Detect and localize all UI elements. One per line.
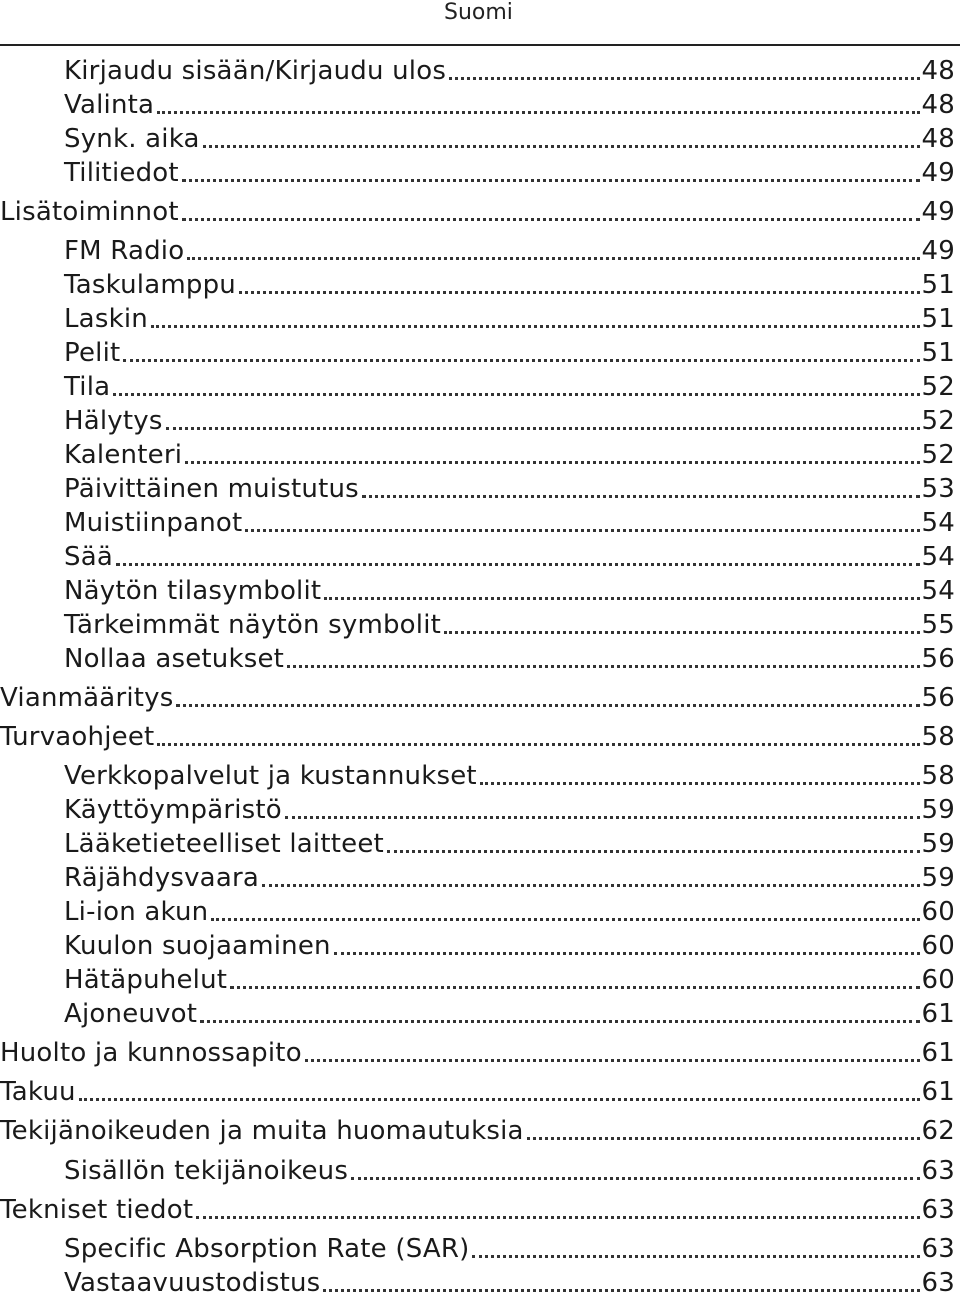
toc-dot-leader <box>187 257 919 260</box>
toc-dot-leader <box>262 884 920 887</box>
toc-entry-title: Tärkeimmät näytön symbolit <box>64 610 442 640</box>
toc-entry[interactable] <box>64 638 955 674</box>
toc-dot-leader <box>387 850 920 853</box>
toc-entry[interactable] <box>64 400 955 436</box>
toc-dot-leader <box>230 986 919 989</box>
toc-entry-page-number: 59 <box>921 829 955 859</box>
toc-entry-page-number: 54 <box>921 576 955 606</box>
toc-entry-title: FM Radio <box>64 236 185 266</box>
toc-entry-page-number: 61 <box>921 999 955 1029</box>
toc-dot-leader <box>182 179 920 182</box>
toc-entry-page-number: 58 <box>921 761 955 791</box>
toc-entry-page-number: 55 <box>921 610 955 640</box>
toc-entry[interactable] <box>0 1110 955 1146</box>
toc-entry[interactable] <box>64 298 955 334</box>
toc-dot-leader <box>287 665 919 668</box>
toc-entry[interactable] <box>64 604 955 640</box>
toc-dot-leader <box>362 495 920 498</box>
toc-entry[interactable] <box>64 925 955 961</box>
toc-entry-page-number: 51 <box>921 270 955 300</box>
toc-entry[interactable] <box>0 1071 955 1107</box>
toc-dot-leader <box>151 325 920 328</box>
toc-entry-title: Li-ion akun <box>64 897 209 927</box>
toc-dot-leader <box>166 427 920 430</box>
toc-entry-title: Hälytys <box>64 406 163 436</box>
toc-dot-leader <box>182 218 920 221</box>
toc-entry-page-number: 51 <box>921 338 955 368</box>
toc-entry-title: Vastaavuustodistus <box>64 1268 321 1298</box>
toc-entry[interactable] <box>64 434 955 470</box>
toc-dot-leader <box>472 1255 919 1258</box>
toc-entry-title: Pelit <box>64 338 121 368</box>
toc-entry-page-number: 52 <box>921 372 955 402</box>
toc-entry[interactable] <box>64 993 955 1029</box>
toc-entry-title: Specific Absorption Rate (SAR) <box>64 1234 470 1264</box>
toc-entry-page-number: 59 <box>921 795 955 825</box>
toc-entry-title: Synk. aika <box>64 124 200 154</box>
toc-dot-leader <box>245 529 919 532</box>
toc-entry[interactable] <box>64 468 955 504</box>
toc-entry[interactable] <box>64 84 955 120</box>
toc-entry-title: Tekniset tiedot <box>0 1195 194 1225</box>
toc-dot-leader <box>200 1020 919 1023</box>
toc-entry-title: Sää <box>64 542 113 572</box>
toc-entry-page-number: 52 <box>921 440 955 470</box>
toc-dot-leader <box>285 816 920 819</box>
toc-entry[interactable] <box>0 1189 955 1225</box>
toc-dot-leader <box>123 359 919 362</box>
toc-dot-leader <box>176 704 919 707</box>
toc-entry[interactable] <box>64 1150 955 1186</box>
toc-entry-title: Kuulon suojaaminen <box>64 931 331 961</box>
toc-entry-page-number: 63 <box>921 1268 955 1298</box>
toc-entry-title: Muistiinpanot <box>64 508 243 538</box>
toc-dot-leader <box>527 1137 920 1140</box>
toc-dot-leader <box>203 145 920 148</box>
toc-entry-title: Tilitiedot <box>64 158 179 188</box>
toc-entry-title: Tila <box>64 372 111 402</box>
toc-entry[interactable] <box>64 959 955 995</box>
toc-entry[interactable] <box>64 152 955 188</box>
toc-entry[interactable] <box>64 366 955 402</box>
toc-entry[interactable] <box>0 191 955 227</box>
toc-dot-leader <box>324 597 919 600</box>
toc-entry[interactable] <box>64 755 955 791</box>
toc-entry-title: Hätäpuhelut <box>64 965 228 995</box>
toc-entry-page-number: 52 <box>921 406 955 436</box>
toc-entry-title: Nollaa asetukset <box>64 644 285 674</box>
toc-entry-page-number: 61 <box>921 1038 955 1068</box>
toc-entry[interactable] <box>64 823 955 859</box>
toc-dot-leader <box>157 743 919 746</box>
toc-entry-title: Laskin <box>64 304 148 334</box>
toc-dot-leader <box>351 1177 919 1180</box>
toc-entry[interactable] <box>64 1262 955 1298</box>
toc-entry-page-number: 54 <box>921 508 955 538</box>
toc-entry-page-number: 49 <box>921 158 955 188</box>
toc-entry-title: Kalenteri <box>64 440 183 470</box>
toc-entry[interactable] <box>64 891 955 927</box>
toc-entry-page-number: 56 <box>921 683 955 713</box>
toc-entry-page-number: 51 <box>921 304 955 334</box>
toc-entry[interactable] <box>64 332 955 368</box>
toc-entry-title: Valinta <box>64 90 155 120</box>
toc-dot-leader <box>305 1059 920 1062</box>
toc-entry-title: Takuu <box>0 1077 76 1107</box>
toc-entry-page-number: 56 <box>921 644 955 674</box>
toc-dot-leader <box>449 77 919 80</box>
toc-entry-title: Turvaohjeet <box>0 722 155 752</box>
page-language-label: Suomi <box>444 0 513 25</box>
toc-dot-leader <box>185 461 919 464</box>
toc-dot-leader <box>157 111 919 114</box>
toc-dot-leader <box>196 1216 919 1219</box>
toc-entry-page-number: 48 <box>921 56 955 86</box>
toc-entry[interactable] <box>0 1032 955 1068</box>
toc-entry-page-number: 63 <box>921 1234 955 1264</box>
toc-entry-title: Käyttöympäristö <box>64 795 282 825</box>
toc-dot-leader <box>79 1098 920 1101</box>
toc-dot-leader <box>444 631 919 634</box>
toc-entry-page-number: 60 <box>921 931 955 961</box>
toc-entry[interactable] <box>64 264 955 300</box>
toc-entry-page-number: 48 <box>921 90 955 120</box>
toc-entry-page-number: 62 <box>921 1116 955 1146</box>
toc-entry-page-number: 49 <box>921 236 955 266</box>
toc-entry[interactable] <box>64 118 955 154</box>
toc-dot-leader <box>323 1289 919 1292</box>
toc-entry-title: Ajoneuvot <box>64 999 198 1029</box>
toc-entry[interactable] <box>64 789 955 825</box>
toc-entry[interactable] <box>64 50 955 86</box>
toc-dot-leader <box>113 393 919 396</box>
toc-entry[interactable] <box>64 857 955 893</box>
toc-dot-leader <box>480 782 920 785</box>
toc-entry[interactable] <box>64 1228 955 1264</box>
toc-dot-leader <box>239 291 920 294</box>
toc-entry[interactable] <box>64 230 955 266</box>
toc-dot-leader <box>211 918 919 921</box>
header-divider <box>0 44 960 46</box>
toc-entry[interactable] <box>0 716 955 752</box>
toc-dot-leader <box>334 952 920 955</box>
toc-entry-page-number: 54 <box>921 542 955 572</box>
toc-entry-title: Lääketieteelliset laitteet <box>64 829 384 859</box>
toc-entry-page-number: 53 <box>921 474 955 504</box>
toc-entry-title: Näytön tilasymbolit <box>64 576 322 606</box>
toc-entry-page-number: 49 <box>921 197 955 227</box>
toc-entry[interactable] <box>0 677 955 713</box>
toc-entry-page-number: 61 <box>921 1077 955 1107</box>
toc-entry-page-number: 60 <box>921 965 955 995</box>
toc-entry-title: Tekijänoikeuden ja muita huomautuksia <box>0 1116 524 1146</box>
toc-entry-title: Räjähdysvaara <box>64 863 259 893</box>
toc-entry-title: Verkkopalvelut ja kustannukset <box>64 761 477 791</box>
toc-entry[interactable] <box>64 536 955 572</box>
toc-entry[interactable] <box>64 502 955 538</box>
toc-entry-title: Sisällön tekijänoikeus <box>64 1156 349 1186</box>
toc-entry-page-number: 60 <box>921 897 955 927</box>
toc-entry-page-number: 63 <box>921 1156 955 1186</box>
toc-entry-title: Lisätoiminnot <box>0 197 179 227</box>
toc-entry-title: Vianmääritys <box>0 683 174 713</box>
toc-entry-title: Huolto ja kunnossapito <box>0 1038 302 1068</box>
toc-entry-page-number: 59 <box>921 863 955 893</box>
toc-entry-title: Päivittäinen muistutus <box>64 474 359 504</box>
toc-entry-page-number: 58 <box>921 722 955 752</box>
toc-entry[interactable] <box>64 570 955 606</box>
toc-dot-leader <box>116 563 920 566</box>
toc-entry-page-number: 48 <box>921 124 955 154</box>
toc-entry-page-number: 63 <box>921 1195 955 1225</box>
toc-entry-title: Taskulamppu <box>64 270 236 300</box>
toc-entry-title: Kirjaudu sisään/Kirjaudu ulos <box>64 56 447 86</box>
